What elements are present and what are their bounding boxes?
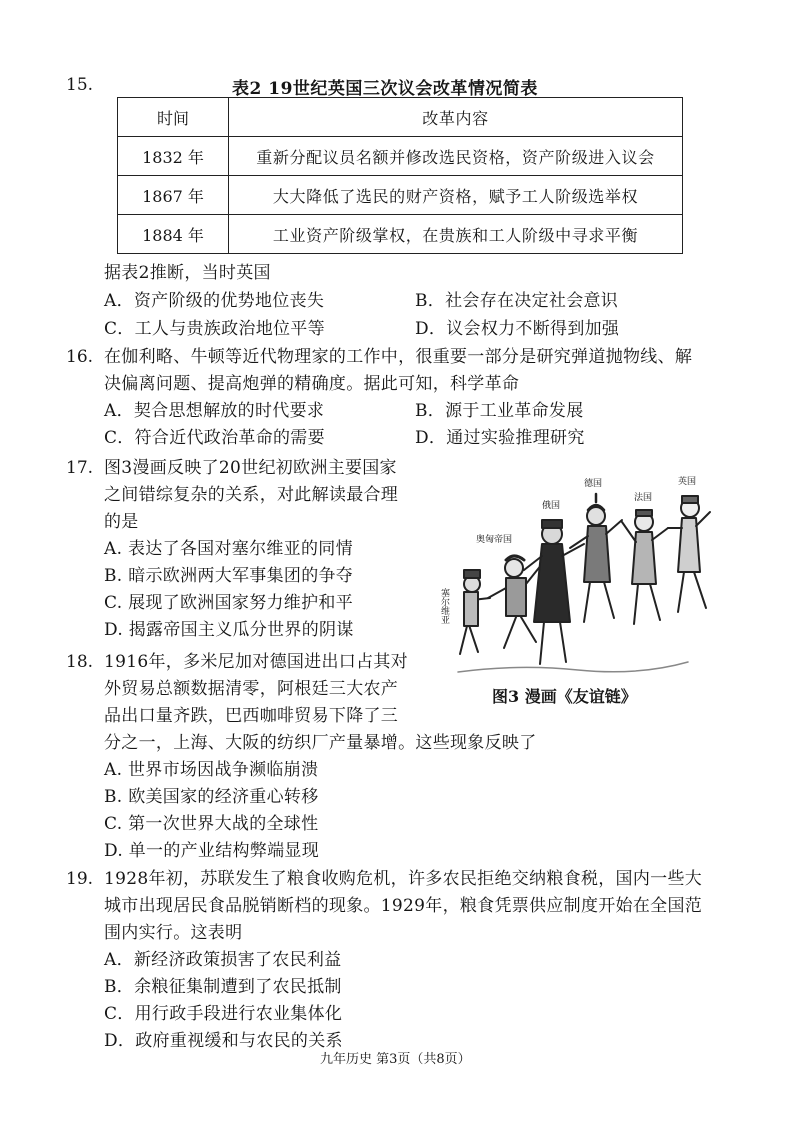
q15-stem: 据表2推断，当时英国 — [104, 263, 271, 283]
friendship-chain-cartoon — [438, 472, 722, 680]
q17-option-d: D. 揭露帝国主义瓜分世界的阴谋 — [104, 620, 354, 640]
figure-caption: 图3 漫画《友谊链》 — [492, 687, 637, 706]
q19-stem-line1: 1928年初，苏联发生了粮食收购危机，许多农民拒绝交纳粮食税，国内一些大 — [104, 869, 703, 889]
q15-option-a: A．资产阶级的优势地位丧失 — [104, 291, 325, 311]
label-russia: 俄国 — [542, 501, 561, 511]
q18-option-a: A. 世界市场因战争濒临崩溃 — [104, 760, 319, 780]
row-content: 大大降低了选民的财产资格，赋予工人阶级选举权 — [229, 176, 683, 215]
q17-option-a: A. 表达了各国对塞尔维亚的同情 — [104, 539, 353, 559]
label-germany: 德国 — [584, 479, 603, 489]
label-austria: 奥匈帝国 — [476, 535, 513, 545]
q16-stem-line1: 在伽利略、牛顿等近代物理家的工作中，很重要一部分是研究弹道抛物线、解 — [104, 347, 693, 367]
q19-stem-line2: 城市出现居民食品脱销断档的现象。1929年，粮食凭票供应制度开始在全国范 — [104, 896, 703, 916]
q16-option-c: C．符合近代政治革命的需要 — [104, 428, 325, 448]
q18-stem-line1: 1916年，多米尼加对德国进出口占其对 — [104, 652, 408, 672]
row-year: 1867 年 — [118, 176, 229, 215]
q15-number: 15. — [66, 75, 94, 95]
label-france: 法国 — [634, 493, 653, 503]
page-footer: 九年历史 第3页（共8页） — [320, 1052, 471, 1067]
q19-option-d: D．政府重视缓和与农民的关系 — [104, 1031, 343, 1051]
row-content: 重新分配议员名额并修改选民资格，资产阶级进入议会 — [229, 137, 683, 176]
q19-stem-line3: 围内实行。这表明 — [104, 923, 243, 943]
q18-stem-line4: 分之一，上海、大阪的纺织厂产量暴增。这些现象反映了 — [104, 733, 537, 753]
q17-stem-line2: 之间错综复杂的关系，对此解读最合理 — [104, 485, 399, 505]
q16-option-b: B．源于工业革命发展 — [415, 401, 584, 421]
header-content: 改革内容 — [229, 98, 683, 137]
label-britain: 英国 — [678, 477, 697, 487]
table-row — [118, 137, 683, 176]
q16-option-d: D．通过实验推理研究 — [415, 428, 585, 448]
q18-option-b: B. 欧美国家的经济重心转移 — [104, 787, 319, 807]
q18-number: 18. — [66, 652, 94, 672]
q17-option-b: B. 暗示欧洲两大军事集团的争夺 — [104, 566, 354, 586]
table-row — [118, 215, 683, 254]
q19-option-c: C．用行政手段进行农业集体化 — [104, 1004, 343, 1024]
q17-number: 17. — [66, 458, 94, 478]
q19-option-a: A．新经济政策损害了农民利益 — [104, 950, 342, 970]
q18-stem-line3: 品出口量齐跌，巴西咖啡贸易下降了三 — [104, 706, 399, 726]
row-content: 工业资产阶级掌权，在贵族和工人阶级中寻求平衡 — [229, 215, 683, 254]
label-serbia-vertical — [439, 587, 450, 624]
q18-stem-line2: 外贸易总额数据清零，阿根廷三大农产 — [104, 679, 399, 699]
q16-option-a: A．契合思想解放的时代要求 — [104, 401, 325, 421]
q17-stem-line3: 的是 — [104, 512, 139, 532]
q17-stem-line1: 图3漫画反映了20世纪初欧洲主要国家 — [104, 458, 397, 478]
header-time: 时间 — [118, 98, 229, 137]
q15-option-b: B．社会存在决定社会意识 — [415, 291, 619, 311]
q16-number: 16. — [66, 347, 94, 367]
q19-option-b: B．余粮征集制遭到了农民抵制 — [104, 977, 342, 997]
row-year: 1832 年 — [118, 137, 229, 176]
reform-table — [117, 97, 683, 254]
q18-option-c: C. 第一次世界大战的全球性 — [104, 814, 319, 834]
q16-stem-line2: 决偏离问题、提高炮弹的精确度。据此可知，科学革命 — [104, 374, 520, 394]
table-title: 表2 19世纪英国三次议会改革情况简表 — [232, 79, 538, 99]
table-header-row — [118, 98, 683, 137]
label-serbia: 塞尔维亚 — [439, 588, 449, 624]
q19-number: 19. — [66, 869, 94, 889]
table-row — [118, 176, 683, 215]
q15-option-c: C．工人与贵族政治地位平等 — [104, 319, 325, 339]
q18-option-d: D. 单一的产业结构弊端显现 — [104, 841, 320, 861]
q17-option-c: C. 展现了欧洲国家努力维护和平 — [104, 593, 354, 613]
row-year: 1884 年 — [118, 215, 229, 254]
q15-option-d: D．议会权力不断得到加强 — [415, 319, 620, 339]
